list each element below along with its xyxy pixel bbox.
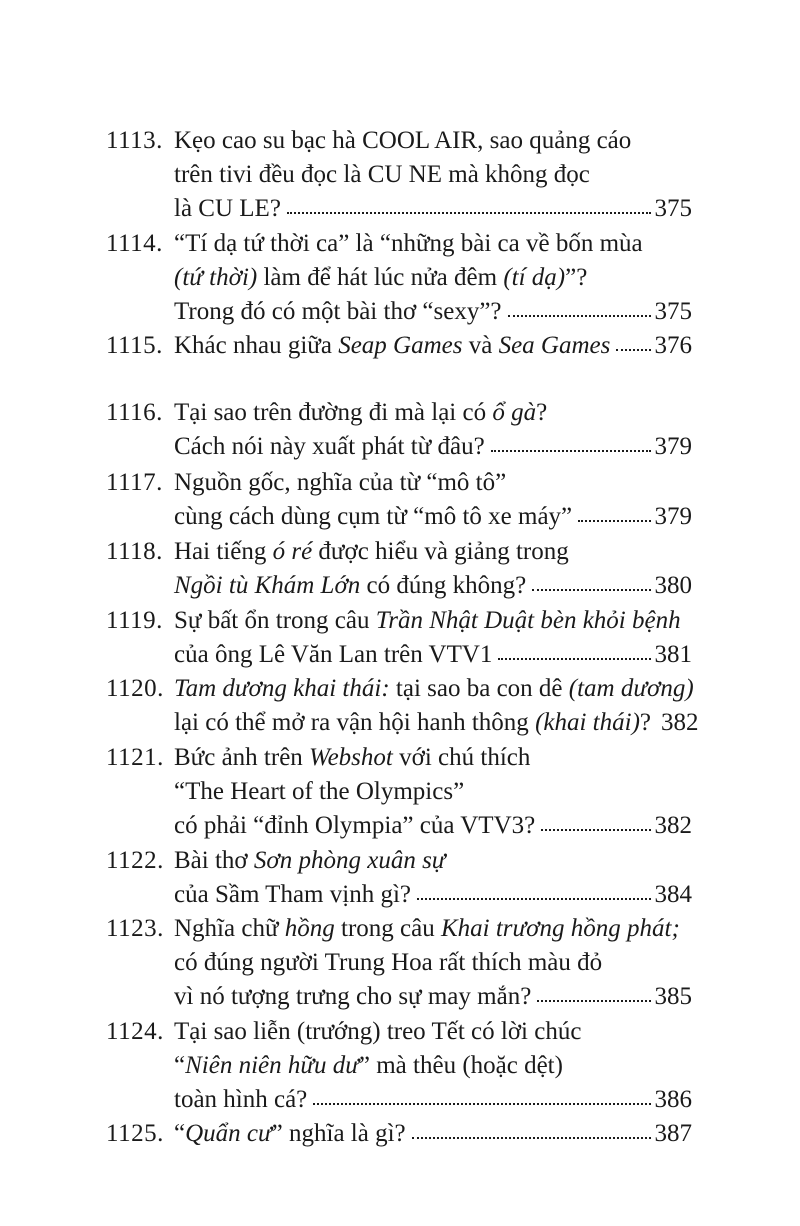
entry-title-text [174,230,643,257]
entry-title-text [174,469,506,496]
text: Sự bất ổn trong câu [174,607,376,634]
italic-text: Sơn phòng xuân sự [253,847,446,874]
text: có đúng người Trung Hoa rất thích màu đỏ [174,949,603,976]
entry-title-text [174,264,587,291]
italic-text: (khai thái) [535,709,640,736]
text: Bức ảnh trên [174,744,310,771]
entry-title-text [174,915,680,942]
page-number: 382 [654,812,692,839]
text: ” nghĩa là gì? [271,1120,406,1147]
entry-title-line [174,1084,692,1116]
entry-number: 1123. [106,915,164,942]
entry-title-line [174,159,692,191]
entry-title-line [174,776,692,808]
text: được hiểu và giảng trong [312,538,569,565]
text: tại sao ba con dê [389,675,569,702]
entry-title-line [174,397,692,429]
italic-text: Niên niên hữu dư [185,1052,359,1079]
page-number: 375 [654,298,692,325]
entry-title-text [174,1118,406,1150]
dot-leader [417,897,651,900]
entry-title-line [174,605,692,637]
entry-title-line [174,707,699,739]
entry-number: 1119. [106,607,163,634]
entry-title-text [174,981,531,1013]
page-number: 384 [654,881,692,908]
entry-number: 1118. [106,538,163,565]
entry-title-text [174,707,651,739]
entry-title-text [174,810,535,842]
text: với chú thích [392,744,531,771]
entry-number: 1117. [106,469,163,496]
entry-title-line [174,913,692,945]
dot-leader [491,449,651,452]
text: của Sầm Tham vịnh gì? [174,881,411,908]
entry-title-text [174,607,681,634]
text: Tại sao trên đường đi mà lại có [174,399,493,426]
italic-text: Quẩn cư [185,1120,272,1147]
dot-leader [541,828,650,831]
entry-title-text [174,161,590,188]
text: toàn hình cá? [174,1086,308,1113]
text: làm để hát lúc nửa đêm [257,264,504,291]
dot-leader [498,657,650,660]
entry-title-line [174,673,692,705]
text: lại có thể mở ra vận hội hanh thông [174,709,536,736]
entry-title-text [174,431,485,463]
entry-title-line [174,947,692,979]
page-number: 382 [661,709,699,736]
text: Tại sao liễn (trướng) treo Tết có lời chúc [174,1018,582,1045]
entry-title-text [174,570,526,602]
entry-title-text [174,1018,581,1045]
italic-text: Sea Games [498,332,611,359]
entry-title-line [174,981,692,1013]
page-number: 387 [654,1120,692,1147]
text: vì nó tượng trưng cho sự may mắn? [174,983,532,1010]
entry-title-text [174,639,492,671]
entry-title-text [174,675,694,702]
entry-number: 1124. [106,1018,164,1045]
italic-text: Trần Nhật Duật bèn khỏi bệnh [375,607,681,634]
entry-title-text [174,330,610,362]
page-number: 375 [654,195,692,222]
dot-leader [532,588,650,591]
entry-title-text [174,1052,563,1079]
text: và [462,332,499,359]
italic-text: Khai trương hồng phát; [440,915,680,942]
entry-title-text [174,399,547,426]
entry-title-text [174,127,631,154]
text: là CU LE? [174,195,281,222]
text: trong câu [334,915,441,942]
italic-text: ó ré [272,538,313,565]
page-number: 385 [654,983,692,1010]
entry-number: 1125. [106,1120,164,1147]
italic-text: Tam dương khai thái: [174,675,390,702]
entry-title-line [174,742,692,774]
entry-title-text [174,538,569,565]
entry-title-line [174,228,692,260]
text: có phải “đỉnh Olympia” của VTV3? [174,812,536,839]
entry-title-text [174,744,530,771]
page-number: 379 [654,503,692,530]
entry-title-text [174,193,281,225]
page-number: 379 [654,433,692,460]
entry-number: 1116. [106,399,163,426]
entry-title-line [174,125,692,157]
page-number: 386 [654,1086,692,1113]
italic-text: Seap Games [338,332,463,359]
italic-text: (tí dạ) [503,264,566,291]
entry-number: 1113. [106,127,163,154]
entry-title-line [174,431,692,463]
entry-number: 1120. [106,675,164,702]
text: có đúng không? [360,572,527,599]
dot-leader [313,1102,650,1105]
text: của ông Lê Văn Lan trên VTV1 [174,641,493,668]
text: “The Heart of the Olympics” [174,778,465,805]
italic-text: hồng [284,915,335,942]
entry-title-text [174,949,602,976]
entry-title-line [174,810,692,842]
page-number: 380 [654,572,692,599]
entry-title-line [174,536,692,568]
italic-text: ổ gà [492,399,537,426]
text: trên tivi đều đọc là CU NE mà không đọc [174,161,590,188]
dot-leader [287,211,651,214]
text: Cách nói này xuất phát từ đâu? [174,433,485,460]
entry-title-line [174,570,692,602]
italic-text: (tam dương) [568,675,694,702]
entry-title-text [174,778,464,805]
text: ? [536,399,548,426]
italic-text: (tứ thời) [174,264,258,291]
text: ” mà thêu (hoặc dệt) [358,1052,563,1079]
entry-title-line [174,262,692,294]
text: cùng cách dùng cụm từ “mô tô xe máy” [174,503,573,530]
text: ? [639,709,652,736]
entry-title-line [174,193,692,225]
entry-title-line [174,845,692,877]
entry-title-text [174,879,411,911]
italic-text: Ngồi tù Khám Lớn [174,572,361,599]
text: Hai tiếng [174,538,273,565]
text: Nguồn gốc, nghĩa của từ “mô tô” [174,469,507,496]
entry-number: 1121. [106,744,164,771]
page-number: 381 [654,641,692,668]
dot-leader [578,519,650,522]
entry-title-line [174,639,692,671]
text: “ [174,1120,186,1147]
entry-title-line [174,1118,692,1150]
dot-leader [508,314,651,317]
entry-title-line [174,1016,692,1048]
text: Kẹo cao su bạc hà COOL AIR, sao quảng cáo [174,127,632,154]
entry-title-line [174,330,692,362]
dot-leader [616,348,650,351]
entry-title-line [174,296,692,328]
text: Bài thơ [174,847,254,874]
entry-title-text [174,1084,307,1116]
entry-title-line [174,879,692,911]
page-number: 376 [654,332,692,359]
entry-title-line [174,1050,692,1082]
entry-number: 1122. [106,847,164,874]
text: Trong đó có một bài thơ “sexy”? [174,298,502,325]
text: Khác nhau giữa [174,332,339,359]
entry-title-text [174,296,502,328]
entry-number: 1114. [106,230,163,257]
text: “Tí dạ tứ thời ca” là “những bài ca về bốn mùa [174,230,643,257]
entry-title-line [174,467,692,499]
dot-leader [537,999,650,1002]
text: Nghĩa chữ [174,915,285,942]
entry-title-line [174,501,692,533]
italic-text: Webshot [309,744,393,771]
entry-title-text [174,847,445,874]
dot-leader [412,1136,651,1139]
text: ”? [565,264,588,291]
entry-title-text [174,501,572,533]
text: “ [174,1052,186,1079]
entry-number: 1115. [106,332,163,359]
